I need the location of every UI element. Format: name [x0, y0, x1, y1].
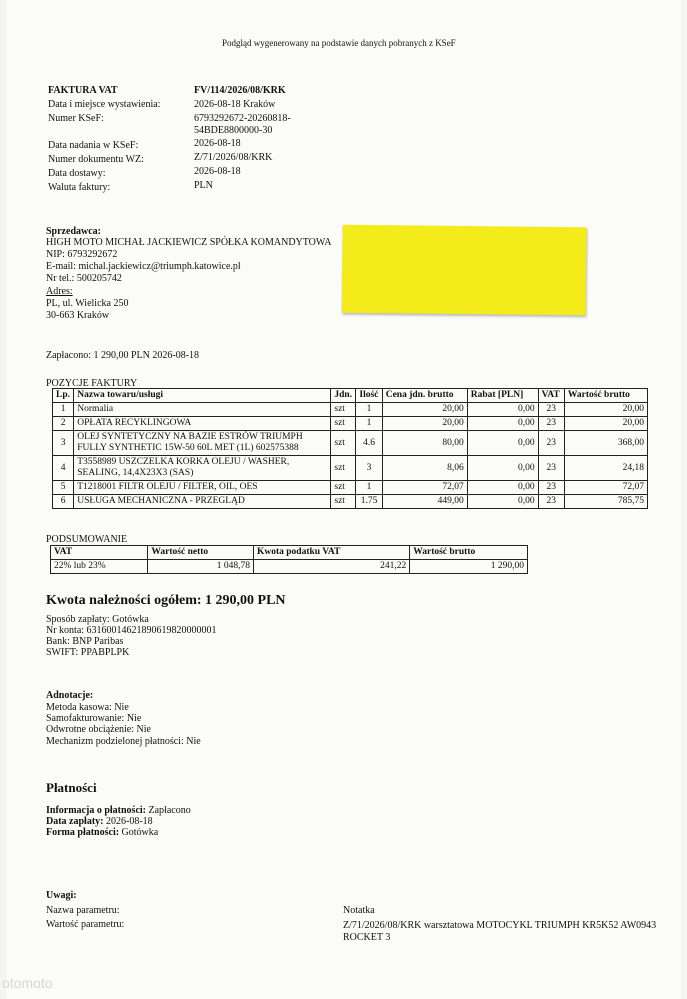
invoice-title: FAKTURA VAT	[48, 85, 118, 96]
cell-vat: 23	[538, 495, 564, 509]
cell-net: 1 048,78	[148, 560, 254, 574]
cell-discount: 0,00	[467, 456, 538, 481]
cell-vat: 23	[538, 417, 564, 431]
remarks-heading: Uwagi:	[46, 890, 77, 901]
tel-value: 500205742	[76, 273, 122, 284]
cell-discount: 0,00	[467, 403, 538, 417]
payments-heading: Płatności	[46, 780, 97, 795]
kv-value: BNP Paribas	[72, 636, 124, 647]
nip-label: NIP:	[46, 249, 65, 260]
cell-qty: 4.6	[356, 431, 382, 456]
cell-discount: 0,00	[467, 495, 538, 509]
field-label: Data i miejsce wystawienia:	[48, 99, 161, 110]
cell-vat-rate: 22% lub 23%	[51, 560, 148, 574]
cell-gross: 368,00	[564, 431, 647, 456]
cell-gross-total: 1 290,00	[410, 560, 528, 574]
address-label: Adres:	[46, 286, 73, 297]
cell-lp: 1	[53, 403, 74, 417]
param-name-label: Nazwa parametru:	[46, 905, 120, 916]
kv-value: Gotówka	[121, 827, 159, 838]
summary-header-row	[51, 546, 528, 560]
swift	[46, 647, 129, 659]
cell-vat: 23	[538, 431, 564, 456]
email-label: E-mail:	[46, 261, 76, 272]
kv-label: Informacja o płatności:	[46, 805, 146, 816]
cell-lp: 5	[53, 481, 74, 495]
tel-label: Nr tel.:	[46, 273, 75, 284]
kv-value: Nie	[126, 713, 142, 724]
kv-value: Gotówka	[112, 614, 149, 625]
col-header: Rabat [PLN]	[467, 389, 538, 403]
summary-table	[50, 545, 528, 574]
cell-qty: 1	[356, 417, 382, 431]
cell-price: 8,06	[382, 456, 467, 481]
field-label: Numer KSeF:	[48, 113, 104, 124]
address-line2: 30-663 Kraków	[46, 310, 110, 321]
field-label: Data dostawy:	[48, 168, 106, 179]
cell-name: USŁUGA MECHANICZNA - PRZEGLĄD	[74, 495, 331, 509]
cell-unit: szt	[331, 431, 356, 456]
table-row	[53, 495, 648, 509]
seller-name: HIGH MOTO MICHAŁ JACKIEWICZ SPÓŁKA KOMANDYTOWA	[46, 237, 332, 248]
cell-unit: szt	[331, 481, 356, 495]
field-value: PLN	[194, 180, 213, 191]
param-value-label: Wartość parametru:	[46, 919, 125, 930]
col-header: Ilość	[356, 389, 382, 403]
kv-label: Forma płatności:	[46, 827, 120, 838]
cell-unit: szt	[331, 456, 356, 481]
address-line1: PL, ul. Wielicka 250	[46, 298, 129, 309]
seller-nip	[46, 249, 117, 261]
kv-value: PPABPLPK	[80, 647, 130, 658]
paid-line: Zapłacono: 1 290,00 PLN 2026-08-18	[46, 350, 200, 361]
note-line2: ROCKET 3	[343, 932, 391, 943]
table-row	[53, 417, 648, 431]
payment-item	[46, 827, 158, 839]
table-row	[53, 431, 648, 456]
ksef-number: 6793292672-20260818-54BDE8800000-30	[194, 113, 291, 136]
cell-gross: 24,18	[564, 456, 647, 481]
kv-value: Nie	[114, 702, 129, 713]
cell-gross: 20,00	[564, 417, 647, 431]
sticky-note	[342, 225, 587, 316]
col-header: VAT	[538, 389, 564, 403]
cell-lp: 4	[53, 456, 74, 481]
cell-unit: szt	[331, 417, 356, 431]
seller-tel	[46, 273, 122, 285]
field-value: 2026-08-18	[194, 166, 241, 177]
items-table	[52, 388, 648, 509]
cell-vat: 23	[538, 403, 564, 417]
kv-value: 63160014621890619820000001	[86, 625, 217, 636]
col-header: Kwota podatku VAT	[253, 546, 409, 560]
cell-name: Normalia	[74, 403, 331, 417]
col-header: Wartość brutto	[410, 546, 528, 560]
cell-price: 449,00	[382, 495, 467, 509]
note-label: Notatka	[343, 905, 375, 916]
cell-unit: szt	[331, 403, 356, 417]
total-amount: Kwota należności ogółem: 1 290,00 PLN	[46, 593, 286, 608]
cell-discount: 0,00	[467, 431, 538, 456]
cell-name: OLEJ SYNTETYCZNY NA BAZIE ESTRÓW TRIUMPH FULLY SYNTHETIC 15W-50 60L MET (1L) 602575388	[74, 431, 331, 456]
kv-label: Mechanizm podzielonej płatności:	[46, 736, 184, 747]
invoice-number: FV/114/2026/08/KRK	[194, 85, 286, 96]
kv-value: 2026-08-18	[106, 816, 153, 827]
annotation-item	[46, 736, 201, 748]
field-label: Waluta faktury:	[48, 182, 111, 193]
cell-price: 72,07	[382, 481, 467, 495]
cell-lp: 6	[53, 495, 74, 509]
cell-discount: 0,00	[467, 417, 538, 431]
kv-value: Nie	[186, 736, 201, 747]
cell-price: 80,00	[382, 431, 467, 456]
kv-label: Samofakturowanie:	[46, 713, 125, 724]
summary-section-title: PODSUMOWANIE	[46, 534, 128, 545]
kv-value: Nie	[136, 724, 151, 735]
email-value: michal.jackiewicz@triumph.katowice.pl	[78, 261, 241, 272]
nip-value: 6793292672	[67, 249, 118, 260]
cell-vat: 23	[538, 481, 564, 495]
cell-name: T1218001 FILTR OLEJU / FILTER, OIL, OES	[74, 481, 331, 495]
field-label: Data nadania w KSeF:	[48, 140, 139, 151]
col-header: VAT	[51, 546, 148, 560]
field-value: 2026-08-18	[194, 138, 241, 149]
col-header: Wartość brutto	[564, 389, 647, 403]
cell-tax: 241,22	[253, 560, 409, 574]
cell-gross: 20,00	[564, 403, 647, 417]
kv-label: Data zapłaty:	[46, 816, 104, 827]
cell-qty: 3	[356, 456, 382, 481]
field-value: 2026-08-18 Kraków	[194, 99, 276, 110]
kv-label: Sposób zapłaty:	[46, 614, 110, 625]
col-header: Jdn.	[331, 389, 356, 403]
cell-qty: 1	[356, 403, 382, 417]
cell-price: 20,00	[382, 403, 467, 417]
cell-price: 20,00	[382, 417, 467, 431]
field-value: Z/71/2026/08/KRK	[194, 152, 273, 163]
col-header: Cena jdn. brutto	[382, 389, 467, 403]
table-row	[53, 481, 648, 495]
col-header: Nazwa towaru/usługi	[74, 389, 331, 403]
cell-qty: 1	[356, 481, 382, 495]
cell-discount: 0,00	[467, 481, 538, 495]
cell-gross: 785,75	[564, 495, 647, 509]
cell-gross: 72,07	[564, 481, 647, 495]
items-section-title: POZYCJE FAKTURY	[46, 378, 138, 389]
kv-label: SWIFT:	[46, 647, 79, 658]
cell-name: OPŁATA RECYKLINGOWA	[74, 417, 331, 431]
cell-lp: 3	[53, 431, 74, 456]
annotations-heading: Adnotacje:	[46, 690, 94, 701]
table-row	[53, 403, 648, 417]
kv-value: Zapłacono	[148, 805, 191, 816]
header-note: Podgląd wygenerowany na podstawie danych pobranych z KSeF	[222, 38, 456, 48]
kv-label: Odwrotne obciążenie:	[46, 724, 135, 735]
kv-label: Nr konta:	[46, 625, 85, 636]
seller-email	[46, 261, 241, 273]
field-label: Numer dokumentu WZ:	[48, 154, 144, 165]
invoice-page	[6, 0, 681, 999]
note-line1: Z/71/2026/08/KRK warsztatowa MOTOCYKL TRIUMPH KR5K52 AW0943	[343, 920, 657, 931]
col-header: Lp.	[53, 389, 74, 403]
cell-vat: 23	[538, 456, 564, 481]
cell-lp: 2	[53, 417, 74, 431]
table-row	[51, 560, 528, 574]
table-row	[53, 456, 648, 481]
cell-unit: szt	[331, 495, 356, 509]
items-header-row	[53, 389, 648, 403]
cell-name: T3558989 USZCZELKA KORKA OLEJU / WASHER, SEALING, 14,4X23X3 (SAS)	[74, 456, 331, 481]
col-header: Wartość netto	[148, 546, 254, 560]
seller-heading: Sprzedawca:	[46, 226, 101, 237]
kv-label: Metoda kasowa:	[46, 702, 112, 713]
annotation-item	[46, 724, 151, 736]
cell-qty: 1.75	[356, 495, 382, 509]
kv-label: Bank:	[46, 636, 70, 647]
watermark: otomoto	[2, 975, 53, 991]
